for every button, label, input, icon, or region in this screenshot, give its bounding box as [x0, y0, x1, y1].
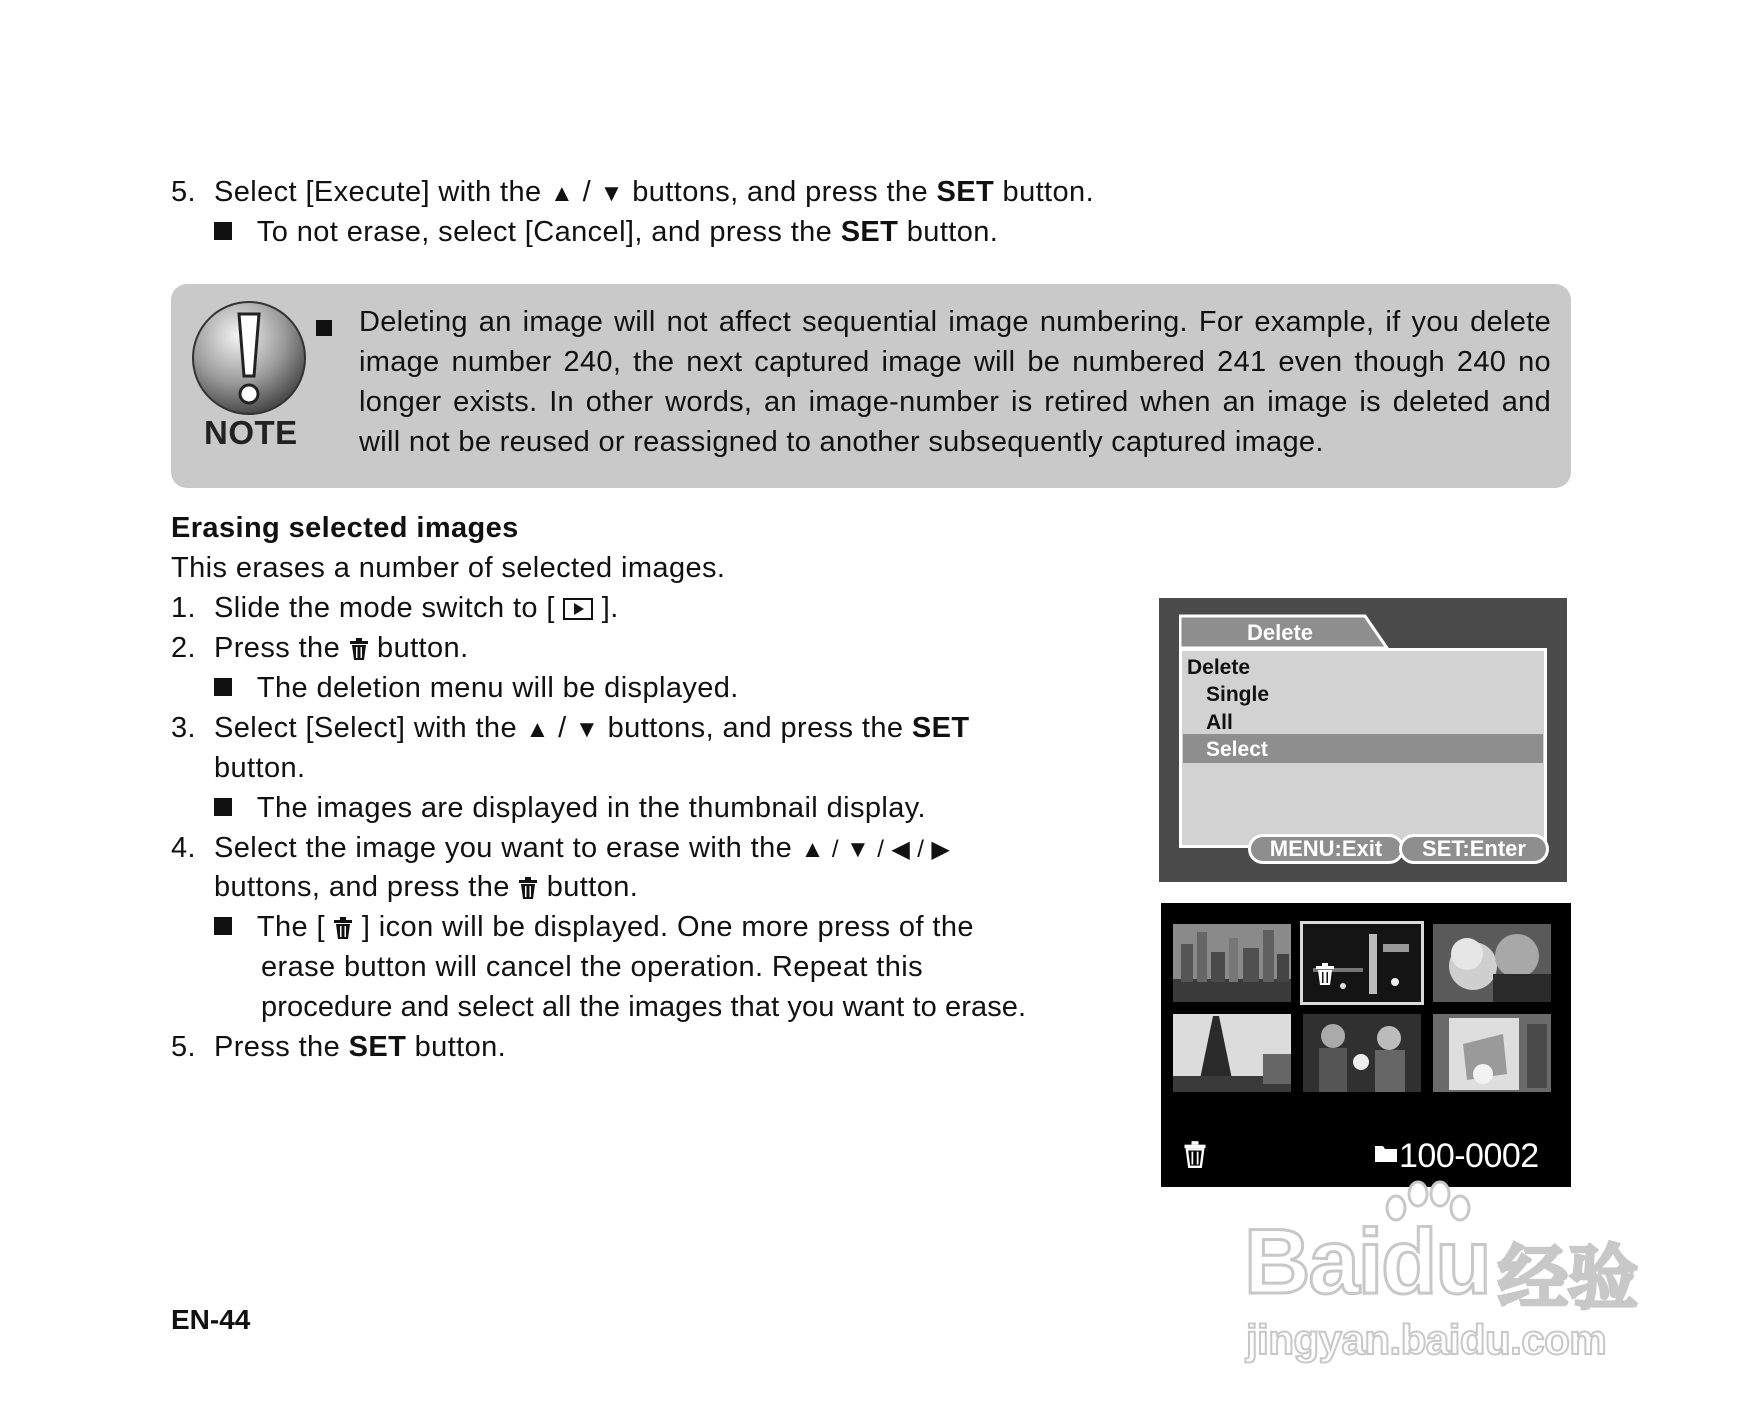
square-bullet-icon	[214, 222, 232, 240]
menu-item-all[interactable]: All	[1206, 711, 1233, 734]
step-4-sub-1: The [ ] icon will be displayed. One more press of the	[214, 909, 974, 945]
thumbnail-night-street-selected[interactable]	[1303, 924, 1421, 1002]
step-4-sub-2: erase button will cancel the operation. Repeat this	[261, 951, 924, 983]
thumbnail-poster[interactable]	[1433, 1014, 1551, 1092]
playback-mode-icon	[563, 598, 593, 620]
step-number: 5.	[171, 176, 196, 208]
direction-arrows-icon: ▲ / ▼ / ◀ / ▶	[800, 836, 951, 863]
menu-exit-button[interactable]: MENU:Exit	[1248, 834, 1404, 864]
up-arrow-icon: ▲	[550, 180, 575, 207]
set-label: SET	[911, 712, 970, 744]
menu-header: Delete	[1187, 656, 1251, 679]
square-bullet-icon	[316, 320, 332, 336]
step-1: 1. Slide the mode switch to [ ].	[171, 592, 619, 624]
step-3-cont: button.	[214, 752, 306, 784]
down-arrow-icon: ▼	[599, 180, 624, 207]
thumbnail-screen	[1161, 903, 1571, 1187]
note-box	[171, 284, 1571, 488]
menu-panel	[1179, 648, 1547, 848]
menu-item-single[interactable]: Single	[1206, 683, 1270, 706]
thumbnail-city-skyline[interactable]	[1173, 924, 1291, 1002]
set-label: SET	[936, 176, 995, 208]
delete-menu-screen	[1159, 598, 1567, 882]
folder-icon	[1374, 1143, 1398, 1163]
step-2: 2. Press the button.	[171, 632, 469, 664]
section-intro: This erases a number of selected images.	[171, 552, 726, 584]
step-5-cancel-note: To not erase, select [Cancel], and press the SET button.	[214, 214, 998, 250]
step-5-press-set: 5. Press the SET button.	[171, 1031, 507, 1063]
menu-tab-label: Delete	[1246, 620, 1314, 645]
thumbnail-couple-toast[interactable]	[1303, 1014, 1421, 1092]
step-4-cont: buttons, and press the button.	[214, 871, 639, 903]
step-4-sub-3: procedure and select all the images that you want to erase.	[261, 991, 1027, 1023]
step-4: 4. Select the image you want to erase with the ▲ / ▼ / ◀ / ▶	[171, 832, 951, 864]
watermark-brand: Baidu	[1244, 1211, 1490, 1313]
trash-icon	[349, 637, 369, 661]
step-2-sub: The deletion menu will be displayed.	[214, 670, 739, 706]
thumbnail-eiffel-tower[interactable]	[1173, 1014, 1291, 1092]
page-number: EN-44	[171, 1304, 251, 1335]
watermark-cn: 经验	[1498, 1237, 1638, 1319]
watermark-url: jingyan.baidu.com	[1246, 1316, 1607, 1363]
set-enter-button[interactable]: SET:Enter	[1399, 834, 1549, 864]
square-bullet-icon	[214, 798, 232, 816]
set-label: SET	[840, 216, 899, 248]
step-5-execute: 5. Select [Execute] with the ▲ / ▼ buttons, and press the SET button.	[171, 176, 1095, 208]
down-arrow-icon: ▼	[575, 716, 600, 743]
note-label: NOTE	[204, 414, 298, 451]
menu-item-select[interactable]: Select	[1206, 738, 1268, 761]
section-heading: Erasing selected images	[171, 512, 519, 544]
file-number: 100-0002	[1399, 1137, 1539, 1175]
exclamation-icon	[191, 300, 307, 420]
up-arrow-icon: ▲	[525, 716, 550, 743]
trash-icon	[518, 876, 538, 900]
square-bullet-icon	[214, 678, 232, 696]
square-bullet-icon	[214, 917, 232, 935]
trash-icon	[1183, 1140, 1207, 1168]
step-3-sub: The images are displayed in the thumbnail display.	[214, 790, 926, 826]
note-text: Deleting an image will not affect sequential image numbering. For example, if you delete image number 240, the next captured image will be numbered 241 even though 240 no longer exists. In other words, an image-number is retired when an image is deleted and will not be reused or reassigned to another subsequently captured image.	[359, 306, 1551, 458]
trash-icon	[333, 916, 353, 940]
set-label: SET	[348, 1031, 407, 1063]
baidu-watermark	[1236, 1180, 1646, 1363]
step-3: 3. Select [Select] with the ▲ / ▼ buttons, and press the SET	[171, 712, 970, 744]
thumbnail-father-child[interactable]	[1433, 924, 1551, 1002]
